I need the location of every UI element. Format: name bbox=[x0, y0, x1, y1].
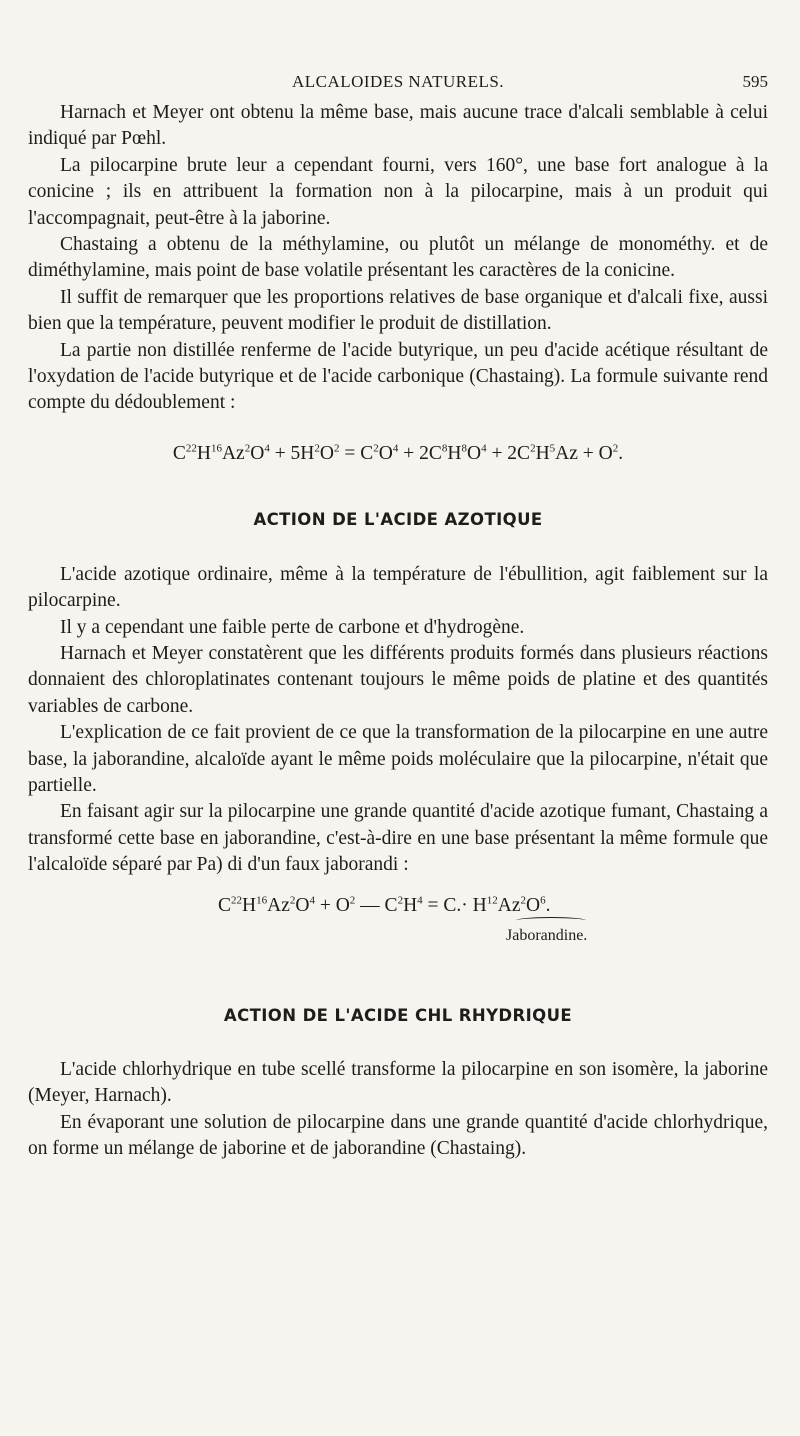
page-body bbox=[28, 100, 768, 1163]
paragraph: L'acide azotique ordinaire, même à la température de l'ébullition, agit faiblement sur la pilocarpine. bbox=[28, 563, 768, 612]
paragraph: La pilocarpine brute leur a cependant fourni, vers 160°, une base fort analogue à la conicine ; ils en attribuent la formation non à la pilocarpine, mais à un produit qui l'accompagnait, peut-être à la jaborine. bbox=[28, 154, 768, 229]
paragraph: La partie non distillée renferme de l'acide butyrique, un peu d'acide acétique résultant de l'oxydation de l'acide butyrique et de l'acide carbonique (Chastaing). La formule suivante rend compte du dédoublement : bbox=[28, 339, 768, 414]
section-heading: ACTION DE L'ACIDE CHL RHYDRIQUE bbox=[223, 1005, 573, 1025]
paragraph: Chastaing a obtenu de la méthylamine, ou plutôt un mélange de monométhy. et de diméthylamine, mais point de base volatile présentant les caractères de la conicine. bbox=[28, 234, 768, 282]
paragraph: L'explication de ce fait provient de ce que la transformation de la pilocarpine en une autre base, la jaborandine, alcaloïde ayant le même poids moléculaire que la pilocarpine, n'était que partielle. bbox=[28, 722, 768, 796]
paragraph: En évaporant une solution de pilocarpine dans une grande quantité d'acide chlorhydrique, on forme un mélange de jaborine et de jaborandine (Chastaing). bbox=[28, 1111, 768, 1160]
paragraph: Harnach et Meyer ont obtenu la même base, mais aucune trace d'alcali semblable à celui indiqué par Pœhl. bbox=[28, 102, 768, 150]
formula-jaborandine: $C^{22}H^{16}Az^2O^4 + O^2$ — $C^2H^4 = C.\cdot H^{12}Az^2O^6$. bbox=[218, 894, 551, 916]
page-header bbox=[28, 72, 768, 96]
paragraph: L'acide chlorhydrique en tube scellé transforme la pilocarpine en son isomère, la jaborine (Meyer, Harnach). bbox=[28, 1058, 768, 1107]
paragraph: En faisant agir sur la pilocarpine une grande quantité d'acide azotique fumant, Chastaing a transformé cette base en jaborandine, c'est-à-dire en une base présentant la même formule que l'alcaloïde séparé par Pa) di d'un faux jaborandi : bbox=[28, 801, 768, 876]
paragraph: Il suffit de remarquer que les proportions relatives de base organique et d'alcali fixe, aussi bien que la température, peuvent modifier le produit de distillation. bbox=[28, 286, 768, 335]
formula-label: Jaborandine. bbox=[506, 926, 588, 944]
formula-decomposition: $C^{22}H^{16}Az^2O^4 + 5H^2O^2 = C^2O^4 + 2C^8H^8O^4 + 2C^2H^5Az + O^2$. bbox=[172, 442, 624, 464]
section-heading: ACTION DE L'ACIDE AZOTIQUE bbox=[253, 510, 543, 530]
page-number: 595 bbox=[742, 72, 768, 91]
paragraph: Harnach et Meyer constatèrent que les différents produits formés dans plusieurs réactions donnaient des chloroplatinates contenant toujours le même poids de platine et des quantités variables de carbone. bbox=[28, 642, 768, 717]
running-title: ALCALOIDES NATURELS. bbox=[291, 72, 505, 91]
paragraph: Il y a cependant une faible perte de carbone et d'hydrogène. bbox=[60, 616, 525, 638]
formula-jaborandine-block bbox=[28, 893, 768, 957]
